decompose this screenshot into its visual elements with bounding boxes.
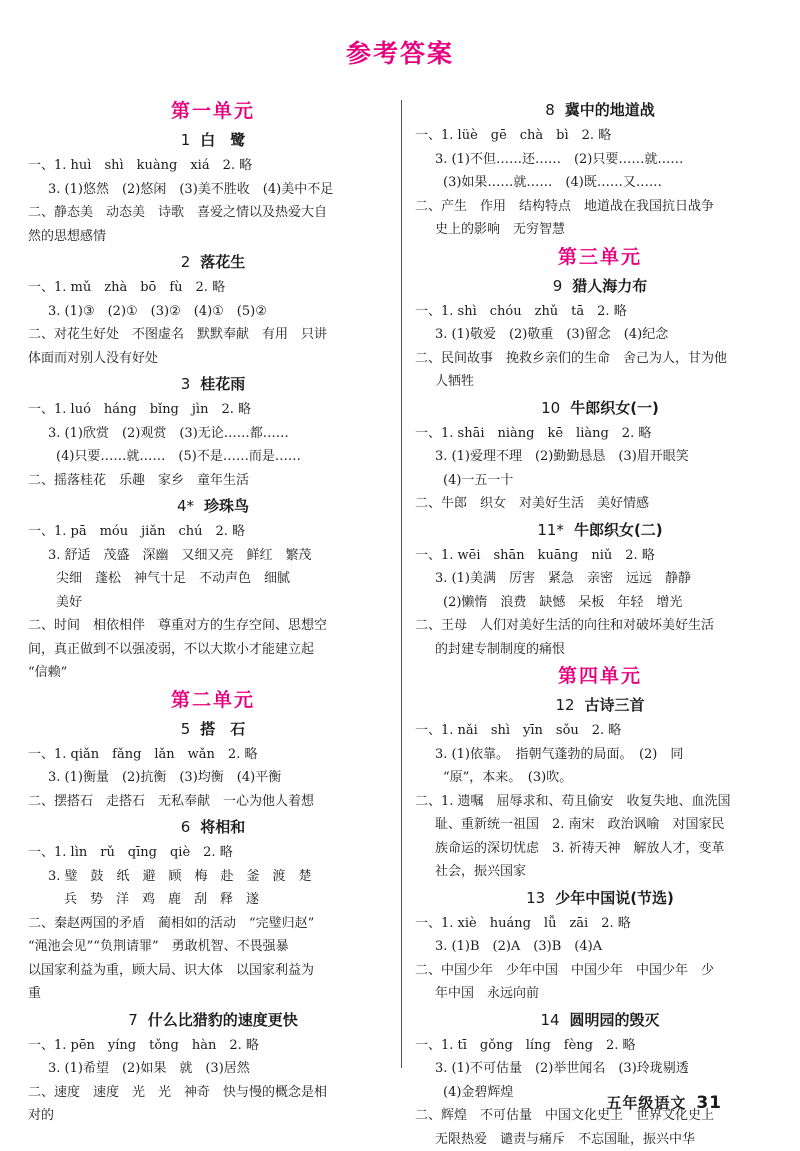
answer-line: 3. (1)依靠。 指朝气蓬勃的局面。 (2) 同 <box>415 743 785 767</box>
lesson-title: 古诗三首 <box>585 696 645 714</box>
lesson-title: 猎人海力布 <box>572 277 647 295</box>
lesson-heading <box>28 370 398 398</box>
unit-heading: 第四单元 <box>415 661 785 691</box>
lesson-heading <box>415 96 785 124</box>
answer-line: 3. (1)美满 厉害 紧急 亲密 远远 静静 <box>415 567 785 591</box>
answer-line: 的封建专制制度的痛恨 <box>415 638 785 662</box>
answer-line: 一、1. luó háng bǐng jìn 2. 略 <box>28 398 398 422</box>
answer-line: 一、1. xiè huáng lǚ zāi 2. 略 <box>415 912 785 936</box>
lesson-heading <box>28 1006 398 1034</box>
answer-line: 一、1. mǔ zhà bō fù 2. 略 <box>28 276 398 300</box>
unit-heading: 第二单元 <box>28 685 398 715</box>
lesson-title: 落花生 <box>200 253 245 271</box>
lesson-title: 将相和 <box>200 818 245 836</box>
answer-line: 3. (1)希望 (2)如果 就 (3)居然 <box>28 1057 398 1081</box>
page-title: 参考答案 <box>0 34 800 70</box>
answer-line: 间，真正做到不以强凌弱，不以大欺小才能建立起 <box>28 638 398 662</box>
page-number: 31 <box>696 1093 722 1113</box>
answer-line: 社会，振兴国家 <box>415 860 785 884</box>
answer-line: 一、1. lüè gē chà bì 2. 略 <box>415 124 785 148</box>
lesson-heading <box>415 884 785 912</box>
lesson-title: 牛郎织女(二) <box>574 521 663 539</box>
lesson-number: 14 <box>540 1011 559 1029</box>
answer-line: (4)只要……就…… (5)不是……而是…… <box>28 445 398 469</box>
answer-line: 一、1. huì shì kuàng xiá 2. 略 <box>28 154 398 178</box>
lesson-number: 7 <box>128 1011 138 1029</box>
answer-line: 3. (1)欣赏 (2)观赏 (3)无论……都…… <box>28 422 398 446</box>
answer-line: 二、摇落桂花 乐趣 家乡 童年生活 <box>28 469 398 493</box>
unit-heading: 第一单元 <box>28 96 398 126</box>
answer-line: 3. (1)B (2)A (3)B (4)A <box>415 935 785 959</box>
answer-line: 3. 璧 鼓 纸 避 顾 梅 赴 釜 渡 楚 <box>28 865 398 889</box>
answer-line: 一、1. nǎi shì yīn sǒu 2. 略 <box>415 719 785 743</box>
lesson-title: 桂花雨 <box>200 375 245 393</box>
lesson-title: 珍珠鸟 <box>204 497 249 515</box>
answer-line: 族命运的深切忧虑 3. 祈祷天神 解放人才，变革 <box>415 837 785 861</box>
answer-line: 二、时间 相依相伴 尊重对方的生存空间、思想空 <box>28 614 398 638</box>
answer-line: 3. (1)悠然 (2)悠闲 (3)美不胜收 (4)美中不足 <box>28 178 398 202</box>
answer-line: 然的思想感情 <box>28 225 398 249</box>
answer-line: 重 <box>28 982 398 1006</box>
unit-heading: 第三单元 <box>415 242 785 272</box>
lesson-title: 圆明园的毁灭 <box>570 1011 660 1029</box>
answer-line: 二、对花生好处 不图虚名 默默奉献 有用 只讲 <box>28 323 398 347</box>
lesson-number: 10 <box>541 399 560 417</box>
answer-line: 3. (1)爱理不理 (2)勤勤恳恳 (3)眉开眼笑 <box>415 445 785 469</box>
answer-line: 二、民间故事 挽救乡亲们的生命 舍己为人，甘为他 <box>415 347 785 371</box>
answer-line: 无限热爱 谴责与痛斥 不忘国耻，振兴中华 <box>415 1128 785 1151</box>
answer-line: 一、1. wēi shān kuāng niǔ 2. 略 <box>415 544 785 568</box>
lesson-heading <box>28 492 398 520</box>
answer-line: 3. (1)不但……还…… (2)只要……就…… <box>415 148 785 172</box>
lesson-number: 6 <box>181 818 191 836</box>
lesson-heading <box>28 126 398 154</box>
lesson-number: 9 <box>553 277 563 295</box>
lesson-heading <box>28 715 398 743</box>
lesson-title: 冀中的地道战 <box>565 101 655 119</box>
lesson-heading <box>415 691 785 719</box>
answer-line: 一、1. shì chóu zhǔ tā 2. 略 <box>415 300 785 324</box>
page-footer <box>606 1092 722 1113</box>
footer-label: 五年级语文 <box>606 1094 686 1112</box>
answer-line: 二、牛郎 织女 对美好生活 美好情感 <box>415 492 785 516</box>
answer-line: 尖细 蓬松 神气十足 不动声色 细腻 <box>28 567 398 591</box>
lesson-title: 少年中国说(节选) <box>555 889 674 907</box>
lesson-number: 13 <box>526 889 545 907</box>
answer-line: 耻、重新统一祖国 2. 南宋 政治讽喻 对国家民 <box>415 813 785 837</box>
lesson-number: 1 <box>181 131 191 149</box>
lesson-number: 3 <box>181 375 191 393</box>
lesson-number: 2 <box>181 253 191 271</box>
lesson-heading <box>415 1006 785 1034</box>
answer-line: 3. (1)衡量 (2)抗衡 (3)均衡 (4)平衡 <box>28 766 398 790</box>
answer-line: (4)金碧辉煌 <box>415 1081 785 1105</box>
answer-line: 美好 <box>28 591 398 615</box>
column-divider <box>401 100 402 1068</box>
answer-line: 一、1. shāi niàng kē liàng 2. 略 <box>415 422 785 446</box>
answer-line: 一、1. qiǎn fǎng lǎn wǎn 2. 略 <box>28 743 398 767</box>
answer-line: (4)一五一十 <box>415 469 785 493</box>
answer-line: 二、中国少年 少年中国 中国少年 中国少年 少 <box>415 959 785 983</box>
answer-line: 史上的影响 无穷智慧 <box>415 218 785 242</box>
answer-line: “原”，本来。 (3)吹。 <box>415 766 785 790</box>
left-column <box>28 96 398 1128</box>
lesson-title: 白 鹭 <box>200 131 245 149</box>
lesson-heading <box>28 248 398 276</box>
answer-line: 二、秦赵两国的矛盾 蔺相如的活动 “完璧归赵” <box>28 912 398 936</box>
answer-line: 二、产生 作用 结构特点 地道战在我国抗日战争 <box>415 195 785 219</box>
answer-line: 年中国 永远向前 <box>415 982 785 1006</box>
lesson-title: 牛郎织女(一) <box>570 399 659 417</box>
answer-line: 二、摆搭石 走搭石 无私奉献 一心为他人着想 <box>28 790 398 814</box>
answer-line: 二、辉煌 不可估量 中国文化史上 世界文化史上 <box>415 1104 785 1128</box>
answer-line: 二、王母 人们对美好生活的向往和对破坏美好生活 <box>415 614 785 638</box>
lesson-number: 12 <box>555 696 574 714</box>
lesson-heading <box>28 813 398 841</box>
answer-line: “渑池会见”“负荆请罪” 勇敢机智、不畏强暴 <box>28 935 398 959</box>
answer-line: 3. (1)③ (2)① (3)② (4)① (5)② <box>28 300 398 324</box>
answer-line: 兵 势 洋 鸡 鹿 刮 释 遂 <box>28 888 398 912</box>
lesson-heading <box>415 394 785 422</box>
lesson-number: 4* <box>177 497 194 515</box>
answer-line: “信赖” <box>28 661 398 685</box>
answer-line: 3. (1)不可估量 (2)举世闻名 (3)玲珑剔透 <box>415 1057 785 1081</box>
lesson-number: 8 <box>545 101 555 119</box>
answer-line: 3. 舒适 茂盛 深幽 又细又亮 鲜红 繁茂 <box>28 544 398 568</box>
answer-line: 人牺牲 <box>415 370 785 394</box>
answer-line: 体面而对别人没有好处 <box>28 347 398 371</box>
answer-line: 二、静态美 动态美 诗歌 喜爱之情以及热爱大自 <box>28 201 398 225</box>
answer-line: 二、速度 速度 光 光 神奇 快与慢的概念是相 <box>28 1081 398 1105</box>
answer-line: (2)懒惰 浪费 缺憾 呆板 年轻 增光 <box>415 591 785 615</box>
lesson-number: 5 <box>181 720 191 738</box>
answer-line: 一、1. pā móu jiǎn chú 2. 略 <box>28 520 398 544</box>
answer-line: 对的 <box>28 1104 398 1128</box>
lesson-title: 什么比猎豹的速度更快 <box>148 1011 298 1029</box>
answer-line: (3)如果……就…… (4)既……又…… <box>415 171 785 195</box>
answer-line: 一、1. tī gǒng líng fèng 2. 略 <box>415 1034 785 1058</box>
answer-line: 二、1. 遗嘱 屈辱求和、苟且偷安 收复失地、血洗国 <box>415 790 785 814</box>
lesson-heading <box>415 272 785 300</box>
answer-line: 3. (1)敬爱 (2)敬重 (3)留念 (4)纪念 <box>415 323 785 347</box>
answer-line: 一、1. lìn rǔ qīng qiè 2. 略 <box>28 841 398 865</box>
lesson-title: 搭 石 <box>200 720 245 738</box>
lesson-heading <box>415 516 785 544</box>
answer-line: 一、1. pēn yíng tǒng hàn 2. 略 <box>28 1034 398 1058</box>
right-column <box>415 96 785 1151</box>
answer-line: 以国家利益为重，顾大局、识大体 以国家利益为 <box>28 959 398 983</box>
lesson-number: 11* <box>537 521 564 539</box>
